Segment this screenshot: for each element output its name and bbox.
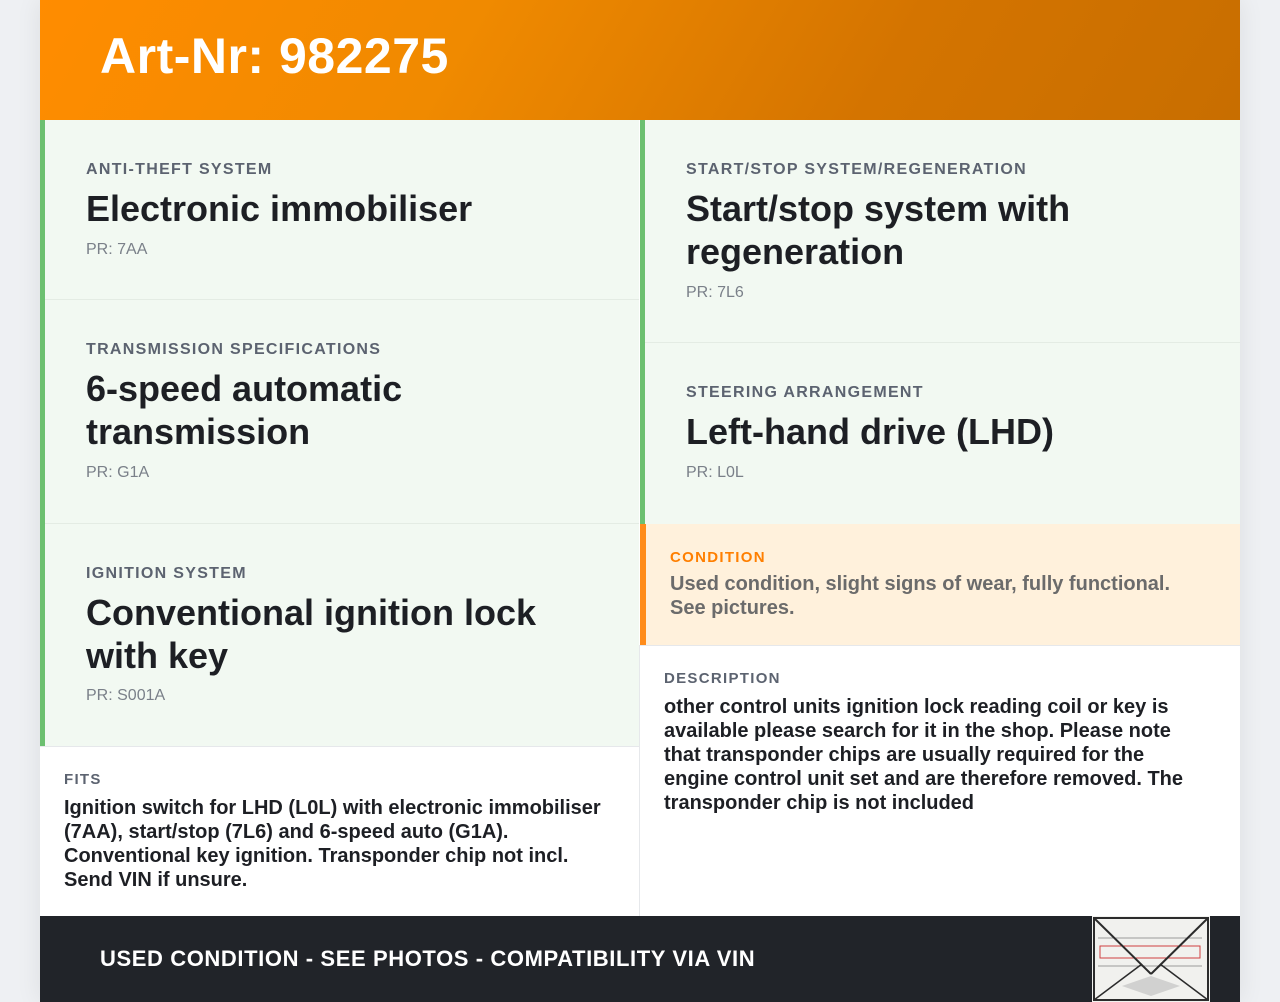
footer-notice: USED CONDITION - SEE PHOTOS - COMPATIBILITY VIA VIN <box>100 946 756 971</box>
spec-label: START/STOP SYSTEM/REGENERATION <box>686 161 1027 178</box>
footer-bar <box>40 916 1240 1002</box>
description-section <box>640 645 1240 916</box>
spec-value: Start/stop system with regeneration <box>686 188 1071 272</box>
spec-pr-code: PR: S001A <box>86 687 166 704</box>
condition-text: Used condition, slight signs of wear, fully functional. See pictures. <box>670 573 1171 619</box>
spec-value: 6-speed automatic transmission <box>86 368 403 452</box>
fits-label: FITS <box>64 771 102 788</box>
spec-pr-code: PR: 7L6 <box>686 284 744 301</box>
spec-card-ignition <box>40 524 639 746</box>
row-divider <box>40 746 639 747</box>
column-divider <box>639 645 640 916</box>
header-banner <box>40 0 1240 120</box>
row-divider <box>640 645 1240 646</box>
description-label: DESCRIPTION <box>664 670 781 687</box>
condition-label: CONDITION <box>670 549 766 566</box>
product-sheet <box>40 0 1240 1002</box>
description-text: other control units ignition lock reading coil or key is available please search for it in the shop. Please note that transponder chips are usually required for the engine control unit set and are therefore removed. The transponder chip is not included <box>664 696 1183 814</box>
fits-text: Ignition switch for LHD (L0L) with electronic immobiliser (7AA), start/stop (7L6) and 6-speed auto (G1A). Conventional key ignition. Transponder chip not incl. Send VIN if unsure. <box>64 797 601 891</box>
spec-value: Electronic immobiliser <box>86 188 473 229</box>
spec-label: STEERING ARRANGEMENT <box>686 384 924 401</box>
spec-card-steering <box>640 343 1240 524</box>
spec-value: Conventional ignition lock with key <box>86 592 536 676</box>
article-number-title: Art-Nr: 982275 <box>100 28 449 84</box>
fits-section <box>40 746 639 916</box>
spec-card-anti-theft <box>40 120 639 300</box>
spec-pr-code: PR: L0L <box>686 464 744 481</box>
spec-pr-code: PR: G1A <box>86 464 150 481</box>
spec-label: ANTI-THEFT SYSTEM <box>86 161 273 178</box>
condition-box <box>640 524 1240 645</box>
spec-card-start-stop <box>640 120 1240 343</box>
spec-value: Left-hand drive (LHD) <box>686 411 1054 452</box>
spec-pr-code: PR: 7AA <box>86 241 148 258</box>
photo-placeholder-icon <box>1092 916 1210 1002</box>
spec-label: TRANSMISSION SPECIFICATIONS <box>86 341 382 358</box>
product-photo-thumbnail[interactable] <box>1092 916 1210 1002</box>
spec-label: IGNITION SYSTEM <box>86 565 247 582</box>
spec-card-transmission <box>40 300 639 524</box>
